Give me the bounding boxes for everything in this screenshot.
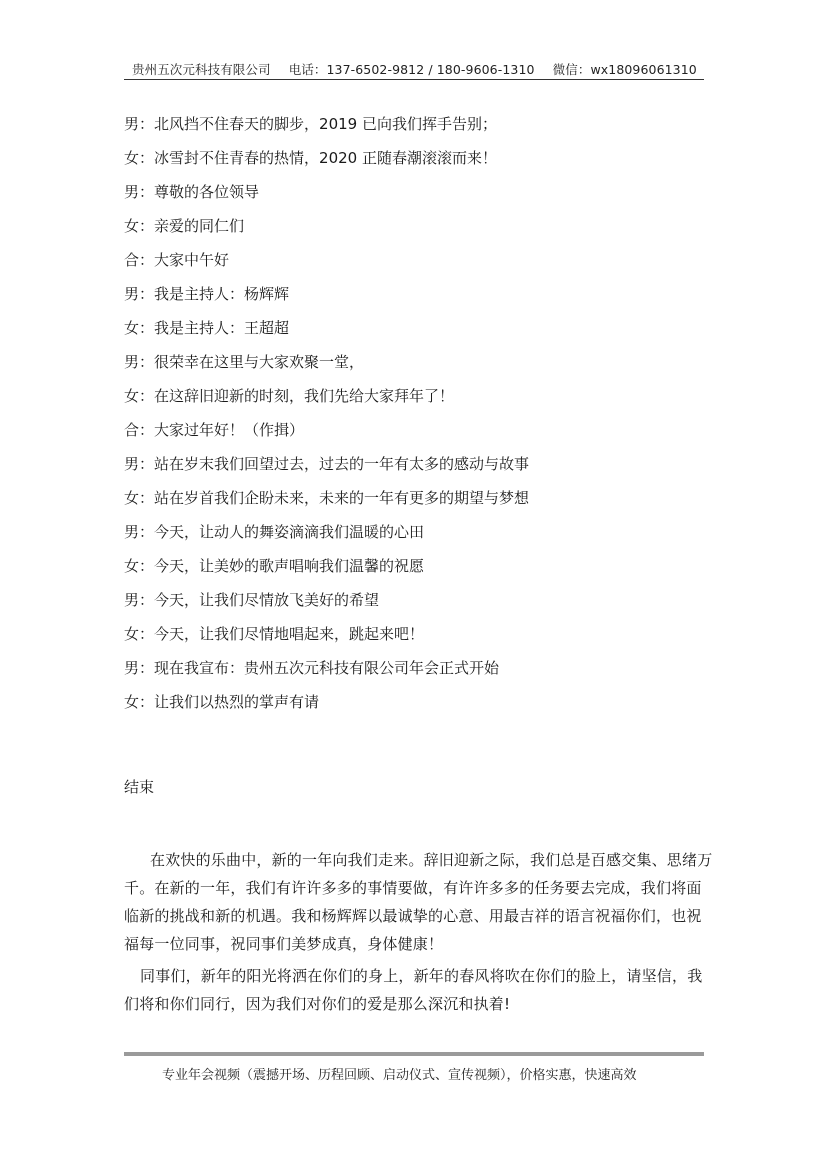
dialogue-text: 我是主持人：王超超 (154, 319, 290, 337)
dialogue-text: 尊敬的各位领导 (154, 183, 260, 201)
dialogue-text: 让我们以热烈的掌声有请 (154, 693, 320, 711)
speaker-separator: ： (139, 523, 155, 541)
speaker-label: 男 (124, 455, 140, 473)
dialogue-text: 我是主持人：杨辉辉 (154, 285, 290, 303)
dialogue-text: 北风挡不住春天的脚步，2019 已向我们挥手告别； (154, 115, 497, 133)
dialogue-line (124, 418, 724, 452)
header-phone: 电话：137-6502-9812 / 180-9606-1310 (288, 62, 535, 77)
speaker-separator: ： (139, 251, 155, 269)
dialogue-line (124, 520, 724, 554)
dialogue-line (124, 622, 724, 656)
footer-advert: 专业年会视频（震撼开场、历程回顾、启动仪式、宣传视频），价格实惠，快速高效 (162, 1068, 637, 1083)
dialogue-line (124, 214, 724, 248)
dialogue-text: 大家过年好！（作揖） (154, 421, 305, 439)
speaker-separator: ： (139, 353, 155, 371)
ending-heading: 结束 (124, 778, 155, 796)
dialogue-line (124, 112, 724, 146)
host-script-dialogue (124, 112, 724, 724)
dialogue-line (124, 486, 724, 520)
header-wechat: 微信：wx18096061310 (552, 62, 697, 77)
dialogue-line (124, 656, 724, 690)
speaker-separator: ： (139, 319, 155, 337)
speaker-separator: ： (139, 557, 155, 575)
dialogue-text: 冰雪封不住青春的热情，2020 正随春潮滚滚而来！ (154, 149, 497, 167)
speaker-label: 男 (124, 115, 140, 133)
speaker-label: 合 (124, 251, 140, 269)
speaker-label: 女 (124, 387, 140, 405)
speaker-label: 男 (124, 523, 140, 541)
speaker-label: 女 (124, 557, 140, 575)
speaker-separator: ： (139, 421, 155, 439)
dialogue-line (124, 690, 724, 724)
dialogue-line (124, 384, 724, 418)
speaker-separator: ： (139, 387, 155, 405)
dialogue-line (124, 588, 724, 622)
dialogue-text: 今天，让美妙的歌声唱响我们温馨的祝愿 (154, 557, 425, 575)
dialogue-line (124, 554, 724, 588)
dialogue-line (124, 316, 724, 350)
speaker-separator: ： (139, 115, 155, 133)
header-company: 贵州五次元科技有限公司 (132, 62, 271, 77)
dialogue-text: 今天，让我们尽情放飞美好的希望 (154, 591, 380, 609)
speaker-label: 女 (124, 217, 140, 235)
dialogue-line (124, 248, 724, 282)
speaker-label: 女 (124, 625, 140, 643)
header-divider (124, 79, 704, 80)
speaker-separator: ： (139, 149, 155, 167)
speaker-separator: ： (139, 455, 155, 473)
speaker-separator: ： (139, 659, 155, 677)
speaker-label: 男 (124, 285, 140, 303)
dialogue-line (124, 350, 724, 384)
dialogue-text: 站在岁末我们回望过去，过去的一年有太多的感动与故事 (154, 455, 530, 473)
speaker-label: 男 (124, 183, 140, 201)
speaker-separator: ： (139, 591, 155, 609)
dialogue-text: 在这辞旧迎新的时刻，我们先给大家拜年了！ (154, 387, 455, 405)
page-header (124, 60, 704, 80)
speaker-separator: ： (139, 285, 155, 303)
dialogue-text: 今天，让我们尽情地唱起来，跳起来吧！ (154, 625, 425, 643)
speaker-label: 女 (124, 489, 140, 507)
speaker-label: 男 (124, 353, 140, 371)
speaker-label: 女 (124, 319, 140, 337)
speaker-label: 合 (124, 421, 140, 439)
dialogue-text: 大家中午好 (154, 251, 230, 269)
dialogue-text: 站在岁首我们企盼未来，未来的一年有更多的期望与梦想 (154, 489, 530, 507)
header-contact-line (132, 60, 711, 78)
dialogue-line (124, 282, 724, 316)
dialogue-text: 亲爱的同仁们 (154, 217, 245, 235)
footer-divider (124, 1052, 704, 1056)
speaker-label: 男 (124, 659, 140, 677)
dialogue-text: 今天，让动人的舞姿滴滴我们温暖的心田 (154, 523, 425, 541)
speaker-label: 女 (124, 693, 140, 711)
dialogue-line (124, 452, 724, 486)
speaker-label: 女 (124, 149, 140, 167)
speaker-separator: ： (139, 489, 155, 507)
closing-paragraph-2: 同事们，新年的阳光将洒在你们的身上，新年的春风将吹在你们的脸上，请坚信，我们将和你们同行，因为我们对你们的爱是那么深沉和执着! (124, 967, 703, 1013)
dialogue-text: 现在我宣布：贵州五次元科技有限公司年会正式开始 (154, 659, 500, 677)
speaker-separator: ： (139, 625, 155, 643)
dialogue-text: 很荣幸在这里与大家欢聚一堂， (154, 353, 365, 371)
closing-paragraph-1: 在欢快的乐曲中，新的一年向我们走来。辞旧迎新之际，我们总是百感交集、思绪万千。在新的一年，我们有许许多多的事情要做，有许许多多的任务要去完成，我们将面临新的挑战和新的机遇。我和杨辉辉以最诚挚的心意、用最吉祥的语言祝福你们，也祝福每一位同事，祝同事们美梦成真，身体健康！ (124, 851, 713, 953)
speaker-label: 男 (124, 591, 140, 609)
speaker-separator: ： (139, 183, 155, 201)
dialogue-line (124, 180, 724, 214)
dialogue-line (124, 146, 724, 180)
speaker-separator: ： (139, 693, 155, 711)
speaker-separator: ： (139, 217, 155, 235)
